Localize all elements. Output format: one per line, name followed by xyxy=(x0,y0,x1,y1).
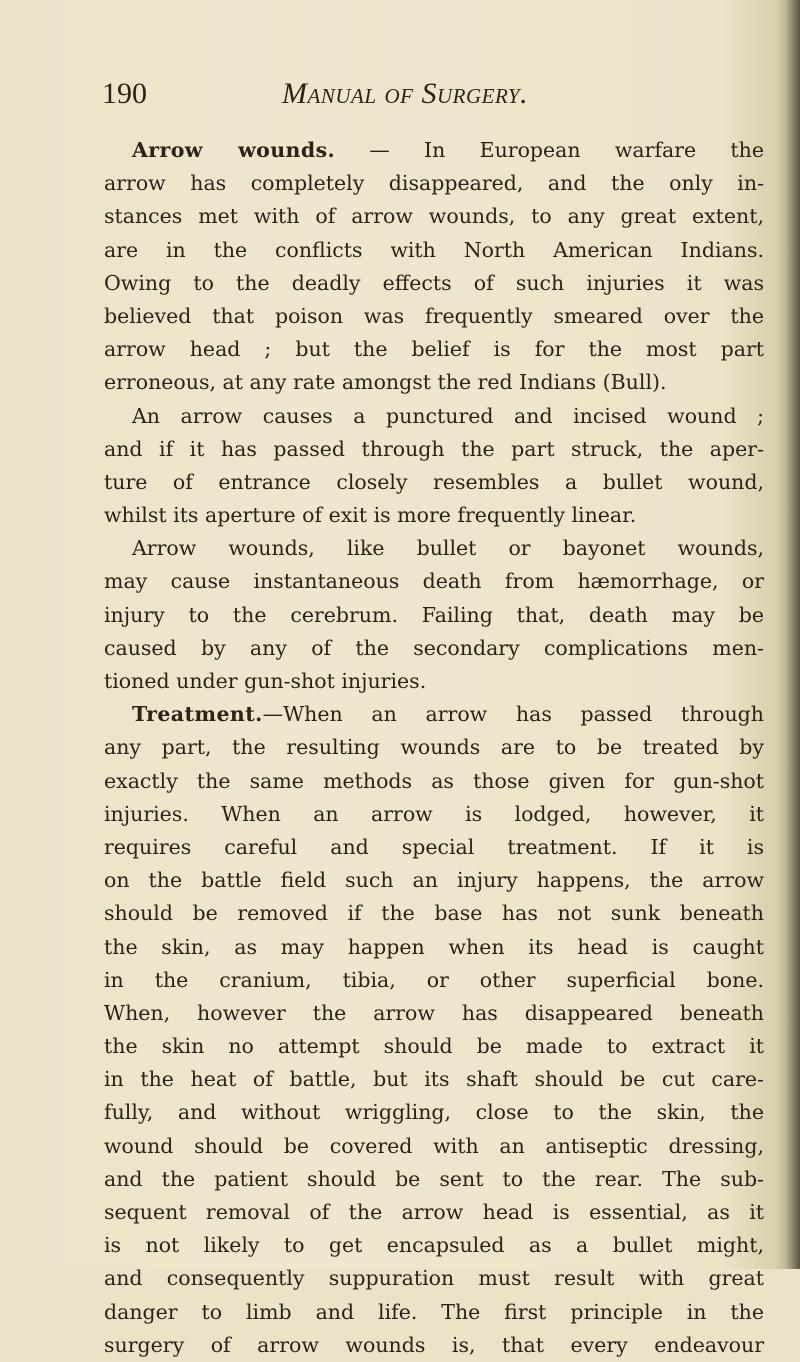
text-line: should be removed if the base has not sunk beneath xyxy=(104,901,764,926)
text-line: any part, the resulting wounds are to be treated by xyxy=(104,735,764,760)
text-line: surgery of arrow wounds is, that every endeavour xyxy=(104,1332,764,1357)
body-text xyxy=(104,134,764,1362)
text-line: Arrow wounds, like bullet or bayonet wounds, xyxy=(132,536,764,561)
text-line: erroneous, at any rate amongst the red Indians (Bull). xyxy=(104,370,667,395)
text-line: wound should be covered with an antiseptic dressing, xyxy=(104,1133,764,1158)
text-line: are in the conflicts with North American Indians. xyxy=(104,237,764,262)
text-line: whilst its aperture of exit is more frequently linear. xyxy=(104,503,637,528)
text-line: sequent removal of the arrow head is essential, as it xyxy=(104,1200,764,1224)
text-line: requires careful and special treatment. If it is xyxy=(104,834,764,859)
running-title: Manual of Surgery. xyxy=(282,77,529,110)
text-line: Treatment.—When an arrow has passed through xyxy=(132,702,764,727)
text-line: is not likely to get encapsuled as a bullet might, xyxy=(104,1233,764,1258)
text-line: and if it has passed through the part struck, the aper- xyxy=(104,436,764,461)
text-line: danger to limb and life. The first principle in the xyxy=(104,1299,764,1324)
text-line: may cause instantaneous death from hæmorrhage, or xyxy=(104,569,764,594)
text-line: the skin no attempt should be made to extract it xyxy=(104,1034,764,1059)
text-line: Owing to the deadly effects of such injuries it was xyxy=(104,270,764,295)
text-line: An arrow causes a punctured and incised wound ; xyxy=(132,403,764,428)
text-line: arrow head ; but the belief is for the most part xyxy=(104,337,764,362)
page-header xyxy=(102,72,702,120)
text-line: tioned under gun-shot injuries. xyxy=(104,669,427,693)
page-number: 190 xyxy=(102,77,147,110)
text-line: injury to the cerebrum. Failing that, death may be xyxy=(104,602,764,627)
text-line: and consequently suppuration must result with great xyxy=(104,1266,764,1291)
text-line: ture of entrance closely resembles a bullet wound, xyxy=(104,469,764,494)
text-line: When, however the arrow has disappeared beneath xyxy=(104,1000,764,1025)
text-line: on the battle field such an injury happens, the arrow xyxy=(104,868,764,893)
page-edge-shadow xyxy=(786,0,800,1269)
text-line: injuries. When an arrow is lodged, however, it xyxy=(104,801,764,826)
section-lead-arrow-wounds: Arrow wounds. xyxy=(132,138,336,162)
text-line: caused by any of the secondary complications men- xyxy=(104,635,764,660)
text-line: and the patient should be sent to the rear. The sub- xyxy=(104,1166,764,1191)
text-line: in the heat of battle, but its shaft should be cut care- xyxy=(104,1067,764,1092)
text-line: fully, and without wriggling, close to the skin, the xyxy=(104,1100,764,1125)
text-line: in the cranium, tibia, or other superficial bone. xyxy=(104,967,764,992)
text-line: the skin, as may happen when its head is caught xyxy=(104,934,764,959)
section-lead-treatment: Treatment. xyxy=(132,702,263,727)
text-line: exactly the same methods as those given for gun-shot xyxy=(104,768,764,793)
text-line: Arrow wounds. — In European warfare the xyxy=(132,138,764,162)
text-line: arrow has completely disappeared, and the only in- xyxy=(104,171,764,196)
text-line: believed that poison was frequently smeared over the xyxy=(104,303,764,328)
text-line: stances met with of arrow wounds, to any great extent, xyxy=(104,204,764,229)
